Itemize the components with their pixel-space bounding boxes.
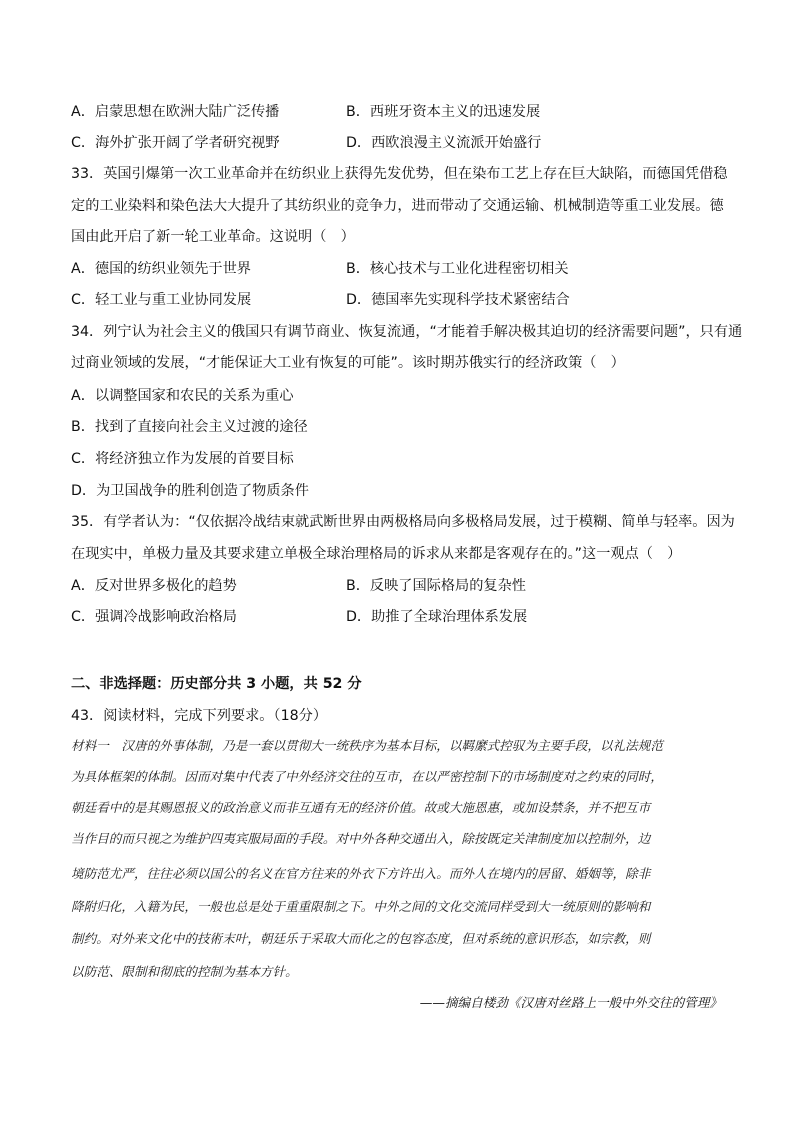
q32-option-a: A．启蒙思想在欧洲大陆广泛传播 bbox=[71, 104, 280, 120]
q33-option-a: A．德国的纺织业领先于世界 bbox=[71, 261, 251, 277]
q34-stem-line-1: 34．列宁认为社会主义的俄国只有调节商业、恢复流通，“才能着手解决极其迫切的经济需要问题”，只有通 bbox=[71, 324, 743, 340]
q34-option-a: A．以调整国家和农民的关系为重心 bbox=[71, 388, 294, 404]
q34-option-b: B．找到了直接向社会主义过渡的途径 bbox=[71, 419, 308, 435]
q43-stem: 43．阅读材料，完成下列要求。（18分） bbox=[71, 708, 328, 724]
material-line-8: 以防范、限制和彻底的控制为基本方针。 bbox=[71, 964, 298, 979]
material-line-6: 降附归化，入籍为民，一般也总是处于重重限制之下。中外之间的文化交流同样受到大一统原则的影响和 bbox=[71, 899, 651, 914]
material-line-4: 当作目的而只视之为维护四夷宾服局面的手段。对中外各种交通出入，除按既定关津制度加以控制外，边 bbox=[71, 831, 651, 846]
material-line-3: 朝廷看中的是其赐恩报义的政治意义而非互通有无的经济价值。故或大施恩惠，或加设禁条，并不把互市 bbox=[71, 800, 651, 815]
q35-stem-line-1: 35．有学者认为：“仅依据冷战结束就武断世界由两极格局向多极格局发展，过于模糊、简单与轻率。因为 bbox=[71, 514, 735, 530]
q33-option-c: C．轻工业与重工业协同发展 bbox=[71, 292, 252, 308]
q35-option-b: B．反映了国际格局的复杂性 bbox=[346, 578, 526, 594]
q32-option-b: B．西班牙资本主义的迅速发展 bbox=[346, 104, 541, 120]
material-line-7: 制约。对外来文化中的技術末叶，朝廷乐于采取大而化之的包容态度，但对系统的意识形态，如宗教，则 bbox=[71, 931, 651, 946]
q33-stem-line-3: 国由此开启了新一轮工业革命。这说明（ ） bbox=[71, 229, 355, 245]
material-line-1: 材料一 汉唐的外事体制，乃是一套以贯彻大一统秩序为基本目标，以羁縻式控驭为主要手段，以礼法规范 bbox=[71, 738, 663, 753]
q33-option-d: D．德国率先实现科学技术紧密结合 bbox=[346, 292, 570, 308]
material-source: ——摘编自楼劲《汉唐对丝路上一般中外交往的管理》 bbox=[419, 995, 722, 1010]
q32-option-c: C．海外扩张开阔了学者研究视野 bbox=[71, 135, 280, 151]
q33-stem-line-1: 33．英国引爆第一次工业革命并在纺织业上获得先发优势，但在染布工艺上存在巨大缺陷，而德国凭借稳 bbox=[71, 166, 728, 182]
q35-option-a: A．反对世界多极化的趋势 bbox=[71, 578, 237, 594]
material-line-2: 为具体框架的体制。因而对集中代表了中外经济交往的互市，在以严密控制下的市场制度对之约束的同时， bbox=[71, 769, 663, 784]
q34-option-d: D．为卫国战争的胜利创造了物质条件 bbox=[71, 483, 309, 499]
q35-option-d: D．助推了全球治理体系发展 bbox=[346, 609, 528, 625]
q33-option-b: B．核心技术与工业化进程密切相关 bbox=[346, 261, 569, 277]
q34-stem-line-2: 过商业领域的发展，“才能保证大工业有恢复的可能”。该时期苏俄实行的经济政策（ ） bbox=[71, 355, 625, 371]
section-heading: 二、非选择题：历史部分共 3 小题，共 52 分 bbox=[71, 676, 362, 692]
q35-stem-line-2: 在现实中，单极力量及其要求建立单极全球治理格局的诉求从来都是客观存在的。”这一观点（ ） bbox=[71, 546, 682, 562]
q32-option-d: D．西欧浪漫主义流派开始盛行 bbox=[346, 135, 542, 151]
q34-option-c: C．将经济独立作为发展的首要目标 bbox=[71, 451, 294, 467]
material-line-5: 境防范尤严，往往必须以国公的名义在官方往来的外衣下方许出入。而外人在境内的居留、婚姻等，除非 bbox=[71, 866, 651, 881]
q35-option-c: C．强调冷战影响政治格局 bbox=[71, 609, 237, 625]
q33-stem-line-2: 定的工业染料和染色法大大提升了其纺织业的竞争力，进而带动了交通运输、机械制造等重工业发展。德 bbox=[71, 198, 724, 214]
